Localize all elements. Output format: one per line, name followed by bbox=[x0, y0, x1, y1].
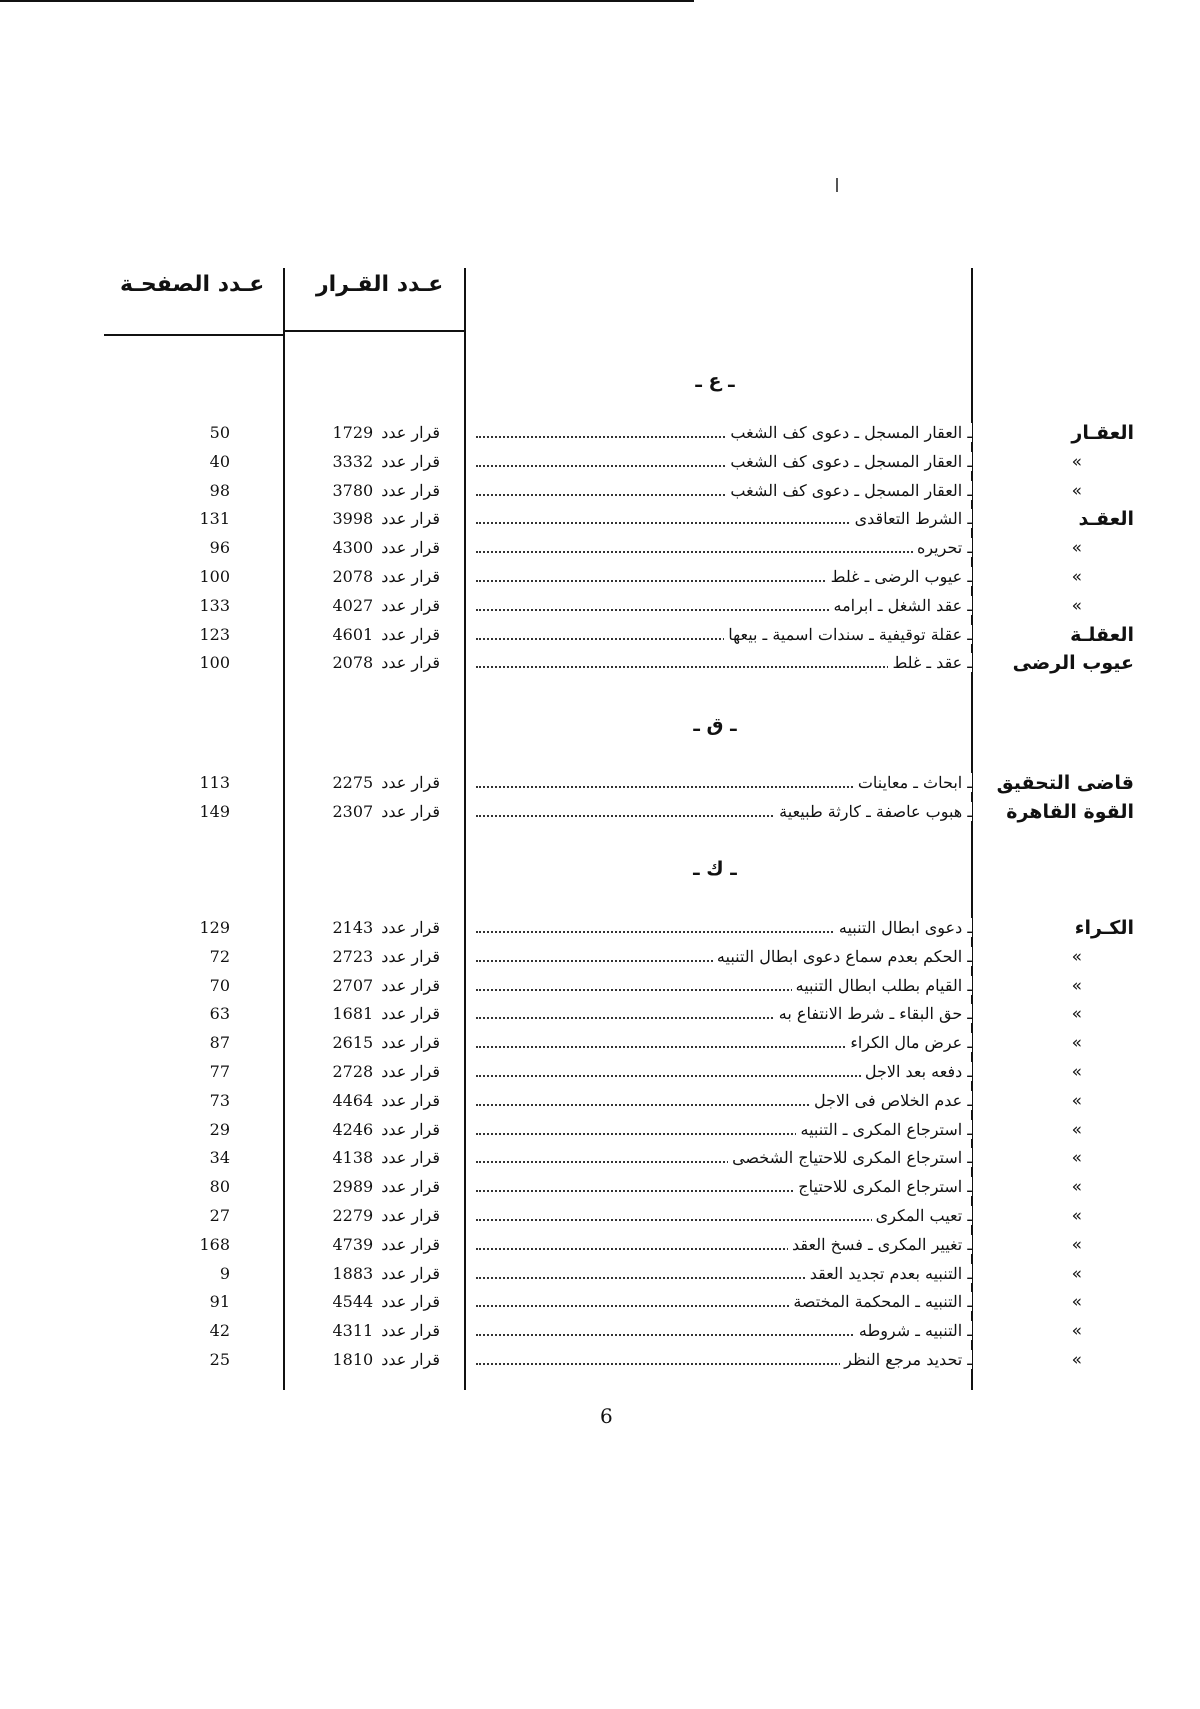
page-ref: 131 bbox=[199, 509, 230, 529]
decision-prefix: قرار عدد bbox=[381, 1090, 440, 1110]
decision-prefix: قرار عدد bbox=[381, 1292, 440, 1312]
decision-number: 2078 bbox=[332, 567, 374, 586]
decision-ref bbox=[308, 770, 440, 796]
section-letter: ـ ع ـ bbox=[695, 370, 735, 392]
index-row bbox=[0, 944, 1200, 972]
keyword: العقـد bbox=[1078, 508, 1134, 531]
page-ref: 100 bbox=[199, 653, 230, 673]
description-text: ـ عرض مال الكراء bbox=[846, 1033, 972, 1052]
decision-ref bbox=[308, 944, 440, 970]
index-row bbox=[0, 770, 1200, 798]
index-row bbox=[0, 449, 1200, 477]
decision-prefix: قرار عدد bbox=[381, 773, 440, 792]
index-row bbox=[0, 420, 1200, 448]
decision-number: 4138 bbox=[332, 1148, 374, 1168]
page-ref: 72 bbox=[209, 946, 230, 966]
description bbox=[476, 506, 972, 532]
decision-ref bbox=[308, 506, 440, 532]
keyword: » bbox=[1071, 1033, 1082, 1054]
keyword: العقـار bbox=[1071, 422, 1134, 444]
decision-ref bbox=[308, 1289, 440, 1315]
decision-prefix: قرار عدد bbox=[381, 1206, 440, 1225]
description bbox=[476, 1347, 972, 1373]
description bbox=[476, 449, 972, 475]
keyword: » bbox=[1071, 1292, 1082, 1313]
description-text: ـ استرجاع المكرى للاحتياج bbox=[794, 1177, 972, 1196]
decision-ref bbox=[308, 973, 440, 999]
decision-number: 1883 bbox=[332, 1263, 374, 1283]
decision-number: 4300 bbox=[332, 538, 374, 558]
decision-prefix: قرار عدد bbox=[381, 1062, 440, 1081]
dot-leader bbox=[476, 551, 972, 553]
description-text: ـ التنبيه ـ شروطه bbox=[855, 1321, 972, 1340]
page-ref: 25 bbox=[209, 1350, 230, 1369]
decision-number: 4027 bbox=[332, 595, 374, 615]
description bbox=[476, 622, 972, 648]
keyword: الكـراء bbox=[1074, 917, 1134, 939]
decision-prefix: قرار عدد bbox=[381, 1004, 440, 1024]
decision-ref bbox=[308, 1347, 440, 1373]
page-ref: 168 bbox=[199, 1234, 230, 1254]
decision-prefix: قرار عدد bbox=[381, 1177, 440, 1197]
decision-prefix: قرار عدد bbox=[381, 1263, 440, 1283]
decision-prefix: قرار عدد bbox=[381, 1119, 440, 1139]
index-row bbox=[0, 506, 1200, 534]
page-ref: 42 bbox=[209, 1321, 230, 1341]
decision-number: 4739 bbox=[332, 1234, 374, 1254]
description bbox=[476, 1174, 972, 1200]
description-text: ـ الحكم بعدم سماع دعوى ابطال التنبيه bbox=[713, 947, 972, 966]
keyword: » bbox=[1071, 1090, 1082, 1111]
decision-ref bbox=[308, 915, 440, 941]
description bbox=[476, 1088, 972, 1114]
description-text: ـ استرجاع المكرى ـ التنبيه bbox=[796, 1120, 972, 1139]
decision-number: 3780 bbox=[332, 480, 374, 500]
index-row bbox=[0, 650, 1200, 678]
page-ref: 149 bbox=[199, 801, 230, 821]
index-row bbox=[0, 478, 1200, 506]
index-row bbox=[0, 1059, 1200, 1087]
description-text: ـ العقار المسجل ـ دعوى كف الشغب bbox=[726, 481, 972, 500]
decision-number: 4464 bbox=[332, 1090, 374, 1110]
header-underline-left bbox=[104, 334, 283, 336]
description-text: ـ عقد ـ غلط bbox=[888, 653, 972, 672]
keyword: » bbox=[1071, 1263, 1082, 1284]
description bbox=[476, 1117, 972, 1143]
decision-number: 3998 bbox=[332, 509, 374, 529]
description bbox=[476, 593, 972, 619]
index-row bbox=[0, 1232, 1200, 1260]
page-ref: 34 bbox=[209, 1148, 230, 1168]
page-ref: 40 bbox=[209, 451, 230, 471]
top-rule bbox=[0, 0, 694, 2]
index-row bbox=[0, 799, 1200, 827]
description-text: ـ تعيب المكرى bbox=[872, 1206, 972, 1225]
page-ref: 133 bbox=[199, 595, 230, 615]
description-text: ـ التنبيه بعدم تجديد العقد bbox=[806, 1264, 972, 1283]
keyword: » bbox=[1071, 480, 1082, 501]
decision-ref bbox=[308, 1088, 440, 1114]
page-ref: 63 bbox=[209, 1004, 230, 1024]
description-text: ـ التنبيه ـ المحكمة المختصة bbox=[789, 1292, 972, 1311]
description-text: ـ تحريره bbox=[913, 538, 972, 557]
page-number: 6 bbox=[600, 1404, 613, 1428]
section-letter: ـ ك ـ bbox=[693, 858, 737, 880]
index-row bbox=[0, 1030, 1200, 1058]
description bbox=[476, 1232, 972, 1258]
decision-ref bbox=[308, 622, 440, 648]
keyword: » bbox=[1071, 1177, 1082, 1198]
keyword: » bbox=[1071, 1234, 1082, 1255]
index-row bbox=[0, 564, 1200, 592]
description bbox=[476, 564, 972, 590]
keyword: » bbox=[1071, 1206, 1082, 1226]
decision-number: 3332 bbox=[332, 451, 374, 471]
index-row bbox=[0, 1261, 1200, 1289]
decision-number: 2143 bbox=[332, 918, 374, 937]
decision-ref bbox=[308, 1030, 440, 1056]
decision-ref bbox=[308, 650, 440, 676]
index-row bbox=[0, 1001, 1200, 1029]
decision-prefix: قرار عدد bbox=[381, 624, 440, 644]
index-row bbox=[0, 593, 1200, 621]
index-row bbox=[0, 1088, 1200, 1116]
description-text: ـ هبوب عاصفة ـ كارثة طبيعية bbox=[775, 802, 972, 821]
page-ref: 113 bbox=[199, 773, 230, 792]
description-text: ـ عقلة توقيفية ـ سندات اسمية ـ بيعها bbox=[724, 625, 972, 644]
decision-prefix: قرار عدد bbox=[381, 1321, 440, 1341]
page-ref: 77 bbox=[209, 1062, 230, 1081]
page-ref: 27 bbox=[209, 1206, 230, 1225]
decision-ref bbox=[308, 799, 440, 825]
description-text: ـ عيوب الرضى ـ غلط bbox=[827, 567, 972, 586]
description-text: ـ تغيير المكرى ـ فسخ العقد bbox=[788, 1235, 972, 1254]
keyword: العقلـة bbox=[1070, 623, 1134, 646]
description bbox=[476, 535, 972, 561]
decision-ref bbox=[308, 1059, 440, 1085]
description bbox=[476, 1145, 972, 1171]
decision-prefix: قرار عدد bbox=[381, 1148, 440, 1168]
decision-number: 2307 bbox=[332, 801, 374, 821]
decision-prefix: قرار عدد bbox=[381, 567, 440, 586]
description-text: ـ عقد الشغل ـ ابرامه bbox=[829, 596, 972, 615]
decision-prefix: قرار عدد bbox=[381, 1033, 440, 1053]
decision-ref bbox=[308, 449, 440, 475]
keyword: » bbox=[1071, 1350, 1082, 1370]
description-text: ـ استرجاع المكرى للاحتياج الشخصى bbox=[728, 1148, 972, 1167]
keyword: » bbox=[1071, 975, 1082, 996]
decision-number: 2707 bbox=[332, 975, 374, 995]
page-ref: 129 bbox=[199, 918, 230, 937]
decision-prefix: قرار عدد bbox=[381, 480, 440, 500]
description bbox=[476, 478, 972, 504]
decision-prefix: قرار عدد bbox=[381, 423, 440, 442]
decision-prefix: قرار عدد bbox=[381, 946, 440, 966]
decision-number: 4311 bbox=[332, 1321, 374, 1341]
index-row bbox=[0, 1174, 1200, 1202]
page-ref: 29 bbox=[209, 1119, 230, 1139]
keyword: » bbox=[1071, 1148, 1082, 1169]
decision-number: 4544 bbox=[332, 1292, 374, 1312]
index-row bbox=[0, 1117, 1200, 1145]
description-text: ـ دفعه بعد الاجل bbox=[861, 1062, 972, 1081]
index-row bbox=[0, 1145, 1200, 1173]
decision-ref bbox=[308, 1232, 440, 1258]
decision-prefix: قرار عدد bbox=[381, 451, 440, 471]
decision-ref bbox=[308, 1261, 440, 1287]
decision-number: 2723 bbox=[332, 946, 374, 966]
decision-number: 1681 bbox=[332, 1004, 374, 1024]
index-row bbox=[0, 1318, 1200, 1346]
description-text: ـ ابحاث ـ معاينات bbox=[854, 773, 972, 792]
decision-prefix: قرار عدد bbox=[381, 801, 440, 821]
decision-number: 2279 bbox=[332, 1206, 374, 1225]
description bbox=[476, 1030, 972, 1056]
page-ref: 91 bbox=[209, 1292, 230, 1312]
decision-number: 1729 bbox=[332, 423, 374, 442]
header-decision-number: عـدد القـرار bbox=[316, 272, 444, 297]
tick-mark bbox=[836, 178, 838, 192]
description bbox=[476, 1289, 972, 1315]
decision-ref bbox=[308, 1318, 440, 1344]
index-row bbox=[0, 622, 1200, 650]
keyword: » bbox=[1071, 1321, 1082, 1342]
section-letter: ـ ق ـ bbox=[693, 714, 737, 736]
page-ref: 9 bbox=[219, 1263, 230, 1283]
index-row bbox=[0, 915, 1200, 943]
decision-ref bbox=[308, 478, 440, 504]
keyword: » bbox=[1071, 538, 1082, 559]
description bbox=[476, 1001, 972, 1027]
page-ref: 98 bbox=[209, 480, 230, 500]
decision-ref bbox=[308, 1145, 440, 1171]
decision-prefix: قرار عدد bbox=[381, 918, 440, 937]
page-ref: 73 bbox=[209, 1090, 230, 1110]
decision-prefix: قرار عدد bbox=[381, 595, 440, 615]
decision-number: 2728 bbox=[332, 1062, 374, 1081]
decision-number: 4246 bbox=[332, 1119, 374, 1139]
keyword: عيوب الرضى bbox=[1012, 652, 1134, 675]
decision-prefix: قرار عدد bbox=[381, 653, 440, 673]
decision-prefix: قرار عدد bbox=[381, 1350, 440, 1369]
decision-ref bbox=[308, 1203, 440, 1229]
decision-ref bbox=[308, 1001, 440, 1027]
decision-ref bbox=[308, 535, 440, 561]
decision-prefix: قرار عدد bbox=[381, 975, 440, 995]
decision-ref bbox=[308, 564, 440, 590]
decision-prefix: قرار عدد bbox=[381, 509, 440, 529]
description bbox=[476, 1261, 972, 1287]
decision-number: 2989 bbox=[332, 1177, 374, 1197]
decision-number: 4601 bbox=[332, 624, 374, 644]
keyword: » bbox=[1071, 595, 1082, 616]
keyword: القوة القاهرة bbox=[1006, 800, 1134, 823]
keyword: » bbox=[1071, 1062, 1082, 1082]
page-ref: 70 bbox=[209, 975, 230, 995]
decision-prefix: قرار عدد bbox=[381, 538, 440, 558]
page-ref: 96 bbox=[209, 538, 230, 558]
decision-number: 2078 bbox=[332, 653, 374, 673]
description-text: ـ القيام بطلب ابطال التنبيه bbox=[792, 976, 972, 995]
keyword: » bbox=[1071, 567, 1082, 587]
decision-number: 2275 bbox=[332, 773, 374, 792]
page-ref: 50 bbox=[209, 423, 230, 442]
index-row bbox=[0, 1347, 1200, 1375]
description bbox=[476, 1203, 972, 1229]
decision-number: 1810 bbox=[332, 1350, 374, 1369]
description-text: ـ العقار المسجل ـ دعوى كف الشغب bbox=[726, 452, 972, 471]
header-underline-right bbox=[283, 330, 464, 332]
description-text: ـ الشرط التعاقدى bbox=[851, 509, 972, 528]
page-ref: 87 bbox=[209, 1033, 230, 1053]
decision-prefix: قرار عدد bbox=[381, 1234, 440, 1254]
decision-number: 2615 bbox=[332, 1033, 374, 1053]
description bbox=[476, 799, 972, 825]
page-ref: 123 bbox=[199, 624, 230, 644]
description bbox=[476, 770, 972, 796]
description-text: ـ العقار المسجل ـ دعوى كف الشغب bbox=[726, 423, 972, 442]
decision-ref bbox=[308, 420, 440, 446]
description-text: ـ دعوى ابطال التنبيه bbox=[835, 918, 972, 937]
description-text: ـ عدم الخلاص فى الاجل bbox=[810, 1091, 972, 1110]
description bbox=[476, 944, 972, 970]
decision-ref bbox=[308, 1174, 440, 1200]
index-row bbox=[0, 535, 1200, 563]
index-row bbox=[0, 973, 1200, 1001]
description bbox=[476, 420, 972, 446]
decision-ref bbox=[308, 1117, 440, 1143]
keyword: قاضى التحقيق bbox=[996, 772, 1134, 794]
keyword: » bbox=[1071, 1119, 1082, 1140]
keyword: » bbox=[1071, 451, 1082, 472]
description bbox=[476, 1059, 972, 1085]
keyword: » bbox=[1071, 946, 1082, 967]
page-ref: 100 bbox=[199, 567, 230, 586]
page-ref: 80 bbox=[209, 1177, 230, 1197]
description-text: ـ حق البقاء ـ شرط الانتفاع به bbox=[775, 1004, 972, 1023]
index-row bbox=[0, 1203, 1200, 1231]
header-page-count: عـدد الصفحـة bbox=[120, 272, 265, 297]
decision-ref bbox=[308, 593, 440, 619]
description bbox=[476, 650, 972, 676]
keyword: » bbox=[1071, 1004, 1082, 1025]
description bbox=[476, 973, 972, 999]
description-text: ـ تحديد مرجع النظر bbox=[840, 1350, 972, 1369]
description bbox=[476, 915, 972, 941]
description bbox=[476, 1318, 972, 1344]
index-row bbox=[0, 1289, 1200, 1317]
